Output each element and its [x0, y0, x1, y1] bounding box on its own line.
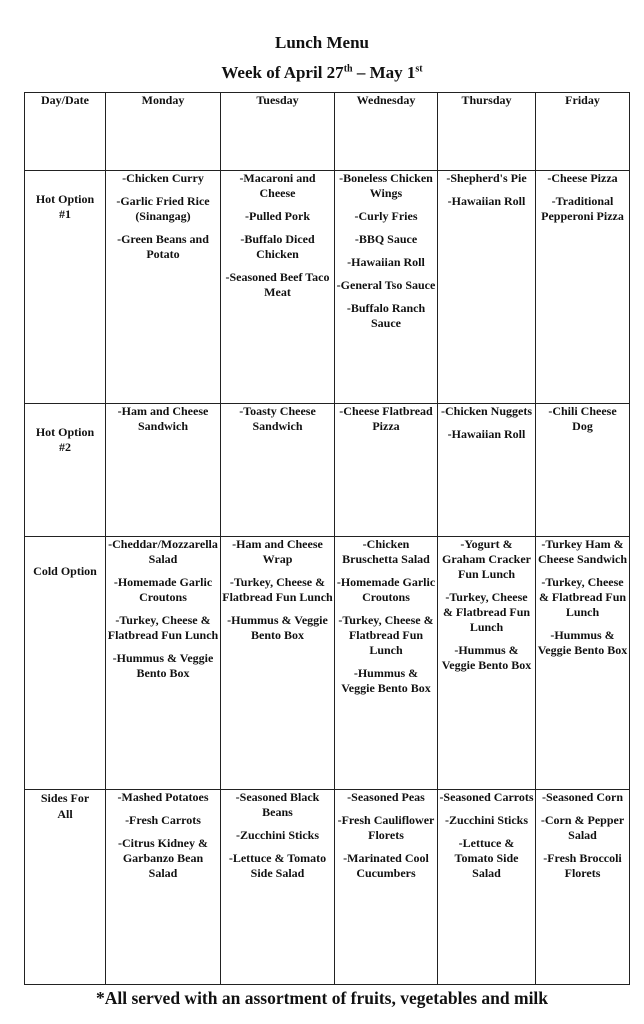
cell-tuesday-hot-1 — [221, 171, 335, 404]
column-header-day-date: Day/Date — [25, 93, 106, 171]
menu-item: -Traditional Pepperoni Pizza — [541, 194, 624, 223]
column-header-friday: Friday — [536, 93, 630, 171]
menu-item: -Turkey, Cheese & Flatbread Fun Lunch — [538, 575, 627, 619]
row-label-line: Hot Option — [35, 425, 95, 439]
menu-item: -Chicken Bruschetta Salad — [342, 537, 430, 566]
menu-item: -Chicken Nuggets — [440, 404, 532, 418]
menu-item: -Homemade Garlic Croutons — [113, 575, 213, 604]
cell-friday-sides — [536, 790, 630, 985]
menu-item: -Seasoned Carrots — [439, 790, 534, 804]
menu-item: -Zucchini Sticks — [235, 828, 319, 842]
row-label-hot-option-2 — [25, 404, 106, 537]
menu-item: -Hummus & Veggie Bento Box — [537, 628, 628, 657]
row-label-line: Cold Option — [33, 564, 97, 578]
menu-item: -Citrus Kidney & Garbanzo Bean Salad — [118, 836, 208, 880]
menu-item: -Fresh Broccoli Florets — [543, 851, 622, 880]
cell-friday-hot-2 — [536, 404, 630, 537]
menu-item: -Seasoned Beef Taco Meat — [225, 270, 330, 299]
subtitle-sup-end: st — [415, 63, 423, 75]
menu-item: -Pulled Pork — [245, 209, 310, 223]
menu-item: -Turkey, Cheese & Flatbread Fun Lunch — [442, 590, 531, 634]
cell-monday-hot-1 — [106, 171, 221, 404]
row-label-line: Hot Option — [35, 192, 95, 206]
row-cold-option — [25, 537, 630, 790]
menu-item: -Ham and Cheese Wrap — [232, 537, 323, 566]
menu-item: -Seasoned Corn — [541, 790, 623, 804]
cell-monday-sides — [106, 790, 221, 985]
menu-item: -Hummus & Veggie Bento Box — [112, 651, 214, 680]
subtitle-sup-start: th — [343, 63, 353, 75]
menu-item: -Boneless Chicken Wings — [339, 171, 433, 200]
row-label-line: Sides For — [40, 791, 90, 805]
menu-item: -Turkey Ham & Cheese Sandwich — [537, 537, 627, 566]
cell-wednesday-sides — [335, 790, 438, 985]
menu-item: -Shepherd's Pie — [446, 171, 527, 185]
menu-item: -Buffalo Ranch Sauce — [346, 301, 426, 330]
menu-item: -Fresh Cauliflower Florets — [337, 813, 435, 842]
footer-note: *All served with an assortment of fruits, vegetables and milk — [95, 988, 549, 1008]
menu-item: -Green Beans and Potato — [117, 232, 209, 261]
cell-monday-hot-2 — [106, 404, 221, 537]
subtitle-end: – May 1 — [352, 63, 416, 82]
column-header-tuesday: Tuesday — [221, 93, 335, 171]
menu-item: -Lettuce & Tomato Side Salad — [228, 851, 327, 880]
menu-item: -Garlic Fried Rice (Sinangag) — [116, 194, 210, 223]
menu-item: -Corn & Pepper Salad — [540, 813, 625, 842]
menu-item: -Zucchini Sticks — [444, 813, 528, 827]
cell-friday-hot-1 — [536, 171, 630, 404]
cell-thursday-hot-1 — [438, 171, 536, 404]
page-title: Lunch Menu — [275, 33, 369, 52]
column-header-thursday: Thursday — [438, 93, 536, 171]
menu-item: -Curly Fries — [354, 209, 418, 223]
menu-item: -Toasty Cheese Sandwich — [239, 404, 316, 433]
column-header-monday: Monday — [106, 93, 221, 171]
cell-tuesday-cold — [221, 537, 335, 790]
menu-item: -Ham and Cheese Sandwich — [117, 404, 209, 433]
menu-item: -Hummus & Veggie Bento Box — [341, 666, 431, 695]
menu-item: -Cheddar/Mozzarella Salad — [108, 537, 218, 566]
menu-item: -Homemade Garlic Croutons — [336, 575, 436, 604]
cell-thursday-hot-2 — [438, 404, 536, 537]
menu-item: -Turkey, Cheese & Flatbread Fun Lunch — [107, 613, 219, 642]
row-sides-for-all — [25, 790, 630, 985]
menu-item: -General Tso Sauce — [336, 278, 436, 292]
menu-item: -Buffalo Diced Chicken — [240, 232, 315, 261]
menu-table — [24, 92, 630, 985]
row-label-hot-option-1 — [25, 171, 106, 404]
cell-tuesday-sides — [221, 790, 335, 985]
menu-item: -Hawaiian Roll — [447, 427, 526, 441]
menu-item: -Marinated Cool Cucumbers — [343, 851, 429, 880]
column-header-wednesday: Wednesday — [335, 93, 438, 171]
menu-item: -Hawaiian Roll — [347, 255, 425, 269]
menu-item: -Cheese Pizza — [547, 171, 618, 185]
menu-item: -Chicken Curry — [122, 171, 204, 185]
row-label-cold-option — [25, 537, 106, 790]
row-label-line: #2 — [59, 440, 71, 454]
cell-wednesday-hot-2 — [335, 404, 438, 537]
menu-item: -Turkey, Cheese & Flatbread Fun Lunch — [338, 613, 434, 657]
row-label-line: #1 — [59, 207, 71, 221]
cell-wednesday-cold — [335, 537, 438, 790]
cell-thursday-cold — [438, 537, 536, 790]
menu-item: -Seasoned Peas — [347, 790, 425, 804]
cell-friday-cold — [536, 537, 630, 790]
cell-wednesday-hot-1 — [335, 171, 438, 404]
menu-item: -Mashed Potatoes — [117, 790, 209, 804]
menu-item: -Lettuce & Tomato Side Salad — [454, 836, 519, 880]
header-row — [25, 93, 630, 171]
menu-item: -BBQ Sauce — [354, 232, 418, 246]
menu-item: -Turkey, Cheese & Flatbread Fun Lunch — [222, 575, 333, 604]
menu-item: -Macaroni and Cheese — [239, 171, 316, 200]
menu-item: -Fresh Carrots — [125, 813, 201, 827]
cell-thursday-sides — [438, 790, 536, 985]
subtitle-start: Week of April 27 — [221, 63, 344, 82]
menu-item: -Seasoned Black Beans — [235, 790, 320, 819]
cell-monday-cold — [106, 537, 221, 790]
menu-item: -Yogurt & Graham Cracker Fun Lunch — [442, 537, 531, 581]
row-label-sides-for-all — [25, 790, 106, 985]
menu-item: -Chili Cheese Dog — [548, 404, 617, 433]
row-hot-option-1 — [25, 171, 630, 404]
menu-item: -Hawaiian Roll — [447, 194, 526, 208]
cell-tuesday-hot-2 — [221, 404, 335, 537]
page-subtitle — [0, 63, 644, 83]
row-hot-option-2 — [25, 404, 630, 537]
menu-item: -Hummus & Veggie Bento Box — [227, 613, 328, 642]
menu-item: -Cheese Flatbread Pizza — [339, 404, 433, 433]
menu-item: -Hummus & Veggie Bento Box — [441, 643, 532, 672]
row-label-line: All — [57, 807, 73, 821]
